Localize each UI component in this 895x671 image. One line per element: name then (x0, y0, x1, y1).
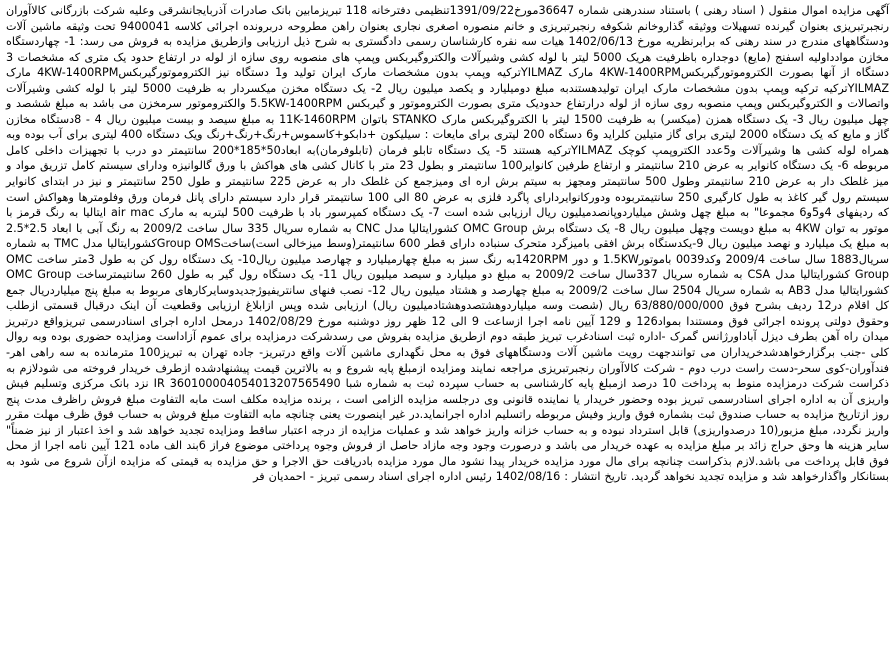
auction-notice-text: آگهی مزایده اموال منقول ( اسناد رهنی ) باستناد سندرهنی شماره 36647مورخ1391/09/22تنظیمی دفترخانه 118 تبریزمابین بانک صادرات آذربایجانشرقی وعلیه شرکت بازرگانی کالاآوران رنجبرتبریزی بعنوان گیرنده تسهیلات ووثیقه گذاروخانم شکوفه رنجبرتبریزی و خانم منصوره اصغری نجاری بعنوان راهن مطروحه دربرونده اجرائی کلاسه 9400041 تحت وثیقه ماشین آلات ودستگاههای مندرج در سند رهنی که برابرنظریه مورخ 1402/06/13 هیات سه نفره کارشناسان رسمی دادگستری به شرح ذیل ارزیابی وازطریق مزایده به فروش می رسد: 1- چهاردستگاه مخازن موادداولیه اسفنج (مایع) دوجداره باظرفیت هریک 5000 لیتر با لوله کشی وشیرآلات والکتروگیربکس وپمپ های منصوبه روی سازه از لوله در ارتفاع حدود یک متری که مشخصات 3 دستگاه از آنها بصورت الکتروموتورگیربکس4KW-1400RPM مارک YILMAZترکیه وپمپ بدون مشخصات مارک ایران تولید و1 دستگاه نیز الکتروموتورگیربکس4KW-1400RPM مارک YILMAZترکیه ترکیه وپمپ بدون مشخصات مارک ایران تولیدهستندبه مبلغ دومیلیارد و یکصد میلیون ریال 2- یک دستگاه مخزن میکسردار به ظرفیت 5000 لیتر با لوله کشی وشیرآلات واتصالات و الکتروگیربکس وپمپ منصوبه روی سازه از لوله درارتفاع حدودیک متری بصورت الکتروموتور و گیربکس 5.5KW-1400RPM والکتروموتور سرمخزن می باشد به مبلغ ششصد و چهل میلیون ریال 3- یک دستگاه همزن (میکسر) به ظرفیت 1500 لیتر با الکتروگیربکس مارک STANKO باتوان 11K-1460RPM به مبلغ سیصد و بیست میلیون ریال 4 - 8دستگاه مخازن گاز و مایع که یک دستگاه 2000 لیتری برای گاز متیلین کلراید و6 دستگاه 200 لیتری برای مایعات : سیلیکون +دابکو+کاسموس+رنگ+رنگ+رنگ ویک دستگاه 400 لیتری برای آب بوده وبه همراه لوله کشی ها وشیرآلات و5عدد الکتروپمپ کوچک YILMAZترکیه هستند 5- یک دستگاه تابلو فرمان (تابلوفرمان)به ابعاد50*185*200 سانتیمتر دو درب با تجهیزات داخلی کامل مربوطه 6- یک دستگاه کانوایر به عرض 210 سانتیمتر و ارتفاع طرفین کانوایر100 سانتیمتر و بطول 23 متر با کانال کشی های هواکش با ورق گالوانیزه ودارای سیستم کامل تزریق مواد و میز غلطک دار به عرض 210 سانتیمتر وطول 500 سانتیمتر ومجهز به سیتم برش اره ای ومیزجمع کن غلطک دار به عرض 225 سانتیمتر و طول 250 سانتیمتر و نیز در ابتدای کانوایر سیستم رول گیر کاغذ به طول کارگیری 250 سانتیمتربوده ودورکانوایردارای پاگرد فلزی به عرض 80 الی 100 سانتیمتر قرار دارد سیستم دارای پانل فرمان ورق وفلومترها وهواکش است که ردیفهای 4و5و6 مجموعا" به مبلغ چهل وشش میلیاردوپانصدمیلیون ریال ارزیابی شده است 7- یک دستگاه کمپرسور باد با ظرفیت 500 لیتربه به مارک air mac ایتالیا به رنگ قرمز با موتور به توان 4KW به مبلغ دویست وچهل میلیون ریال 8- یک دستگاه برش OMC Group کشورایتالیا مدل CNC به شماره سریال 335 سال ساخت 2009/2 به رنگ آبی با ابعاد 2.5*2.5 به مبلغ یک میلیارد و نهصد میلیون ریال 9-یکدستگاه برش افقی بامیزگرد متحرک سنباده دارای قطر 600 سانتیمتر(وسط میزخالی است)ساختGroup OMSکشورایتالیا مدل TMC به شماره سریال1883 سال ساخت 2009/4 وکد0039 باموتور1.5KW و دور 1420RPMبه رنگ سبز به مبلغ چهارمیلیارد و چهارصد میلیون ریال10- یک دستگاه رول کن به طول 3متر ساخت OMC Group کشورایتالیا مدل CSA به شماره سریال 337سال ساخت 2009/2 به مبلغ دو میلیارد و سیصد میلیون ریال 11- یک دستگاه رول گیر به طول 260 سانتیمترساخت OMC Group کشورایتالیا مدل AB3 به شماره سریال 2504 سال ساخت 2009/2 به مبلغ چهارصد و هشتاد میلیون ریال 12- نصب فنهای سانتریفیوژجدیدوسایرکارهای مربوط به مبلغ پنج میلیاردریال جمع کل اقلام در12 ردیف بشرح فوق 63/880/000/000 ریال (شصت وسه میلیاردوهشتصدوهشتادمیلیون ریال) ارزیابی شده وپس ازابلاغ ارزیابی وقطعیت آن اینک درقبال قسمتی ازطلب وحقوق دولتی پرونده اجرائی فوق ومستندا بمواد126 و 129 آیین نامه اجرا ازساعت 9 الی 12 ظهر روز دوشنبه مورخ 1402/08/29 درمحل اداره اجرای اسنادرسمی تبریزواقع درتبریز میدان راه آهن بطرف دیزل آباداورژانس گمرک -اداره ثبت اسنادغرب تبریز طبقه دوم ازطریق مزایده بفروش می رسدشرکت درمزایده برای عموم آزاداست ومزایده حضوری بوده وبه روال کلی -جنب برگزارخواهدشدخریداران می توانندجهت رویت ماشین آلات ودستگاههای فوق به محل نگهداری ماشین آلات واقع درتبریز- جاده تهران به تبریز100 مترمانده به سه راهی اهر- فندآوران-کوی سحر-دست راست درب دوم - شرکت کالاآوران رنجبرتبریزی مراجعه نمایند ومزایده ازمبلغ پایه شروع و به بالاترین قیمت پیشنهادشده ازطرف خریدار فروخته می شودلازم به ذکراست شرکت درمزایده منوط به پرداخت 10 درصد ازمبلغ پایه کارشناسی به حساب سپرده ثبت به شماره شبا 360100004054013207565490 IR نزد بانک مرکزی وتسلیم فیش واریزی آن به اداره اجرای اسنادرسمی تبریز بوده وحضور خریدار یا نماینده قانونی وی درجلسه مزایده الزامی است ، برنده مزایده مکلف است مابه التفاوت مبلغ فروش راظرف مدت پنج روز ازتاریخ مزایده به حساب صندوق ثبت بشماره فوق واریز وفیش مربوطه راتسلیم اداره اجرانماید.در غیر اینصورت یعنی چنانچه مابه التفاوت مبلغ فروش به حساب فوق ظرف مهلت مقرر واریز نگردد، مبلغ مزبور(10 درصدواریزی) قابل استرداد نبوده و به حساب خزانه واریز خواهد شد و عملیات مزایده از درجه اعتبار ساقط ومزایده تجدید خواهد شد و اخذ اعتبار از نیز ضمناً" سایر هزینه ها وحق حراج زائد بر مبلغ مزایده به عهده خریدار می باشد و درصورت وجود وجه مازاد حاصل از فروش وجوه پرداختی موضوع فراز 6بند الف ماده 121 آیین نامه اجرا از محل فوق قابل پرداخت می باشد.لازم بذکراست چنانچه برای مال مورد مزایده خریدار پیدا نشود مال مورد مزایده بادریافت حق الاجرا و حق مزایده به قیمتی که مزایده ازآن شروع می شود به بستانکار واگذارخواهد شد و مزایده تجدید نخواهد گردید. تاریخ انتشار : 1402/08/16 رئیس اداره اجرای اسناد رسمی تبریز - احمدیان فر (6, 4, 890, 484)
